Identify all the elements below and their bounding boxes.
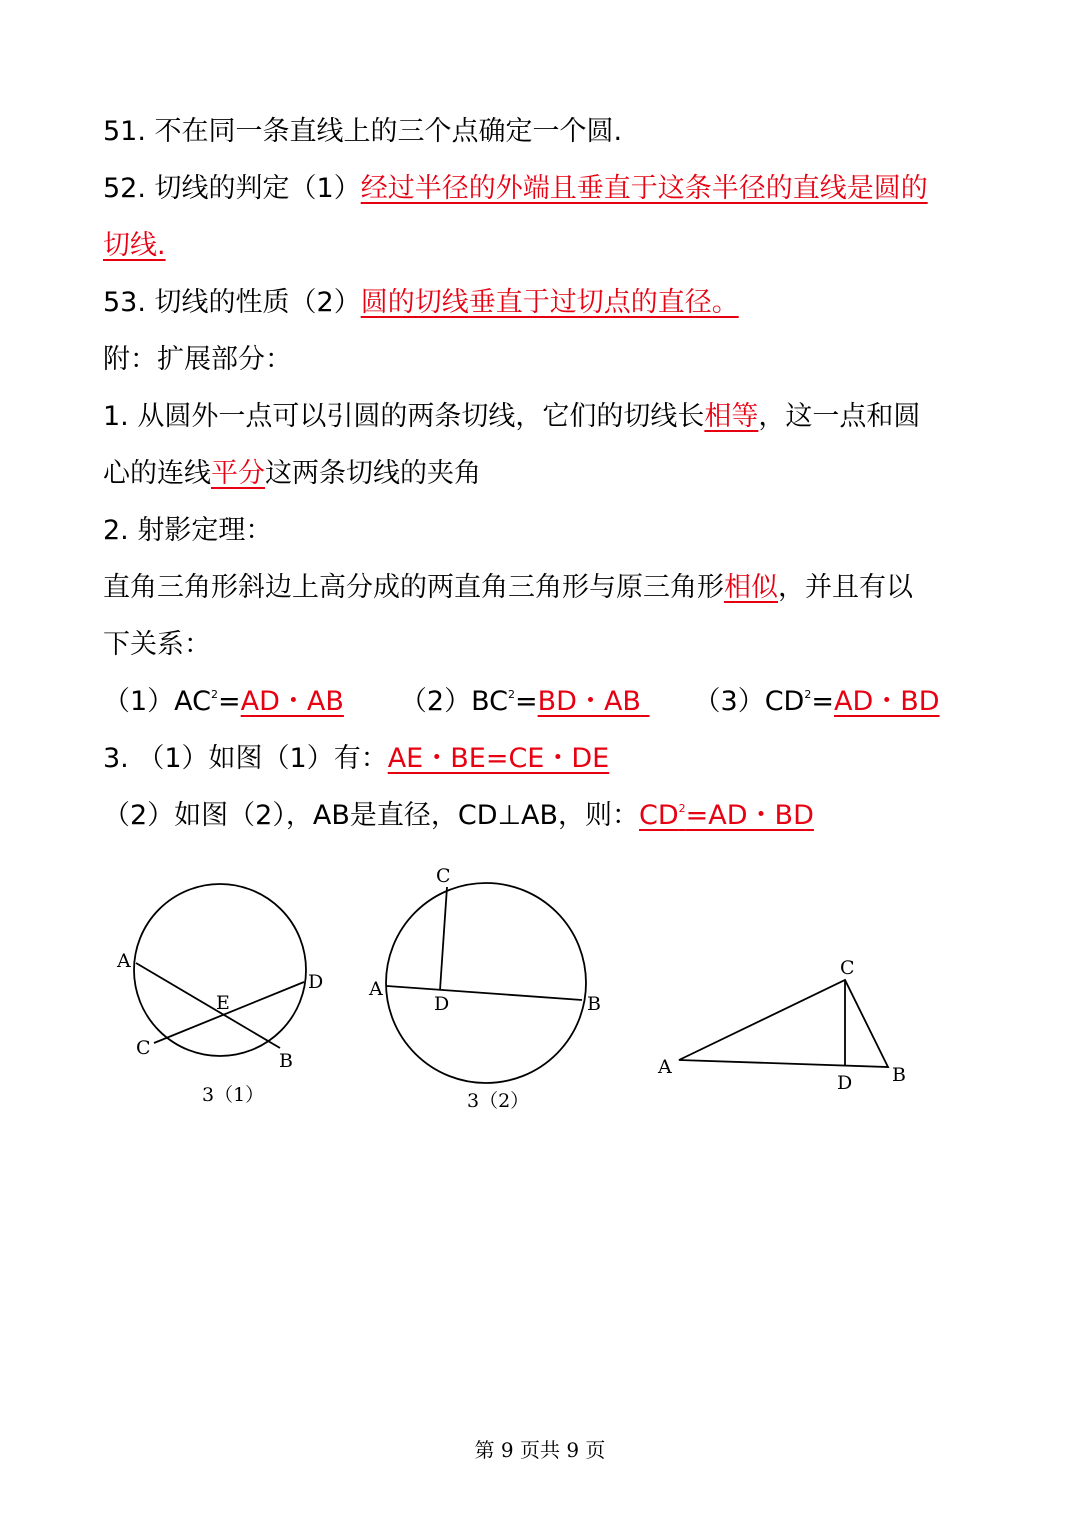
relation-2-answer: BD・AB (537, 686, 650, 717)
fig3-label-d: D (837, 1072, 853, 1094)
line-52-answer-b: 切线. (103, 230, 166, 261)
line-52-cont (103, 226, 166, 266)
line-53-answer: 圆的切线垂直于过切点的直径。 (360, 287, 739, 318)
fig2-label-c: C (436, 865, 451, 887)
fig1-label-d: D (308, 971, 324, 993)
point-1-line-b (103, 454, 481, 494)
point-1-line-a (103, 397, 920, 437)
appendix-heading (103, 340, 292, 380)
relation-1-eq: = (218, 686, 241, 717)
point-3-line-b (103, 796, 814, 836)
geometry-figures (0, 840, 1080, 1140)
fig2-segment-cd (440, 887, 447, 990)
point-3-text-b: （2）如图（2），AB是直径，CD⊥AB，则： (103, 800, 640, 831)
page-footer: 第 9 页共 9 页 (474, 1438, 606, 1462)
fig2-circle (386, 883, 586, 1083)
relation-2-label: （2）BC (399, 686, 509, 717)
fig3-label-b: B (892, 1064, 906, 1086)
fig1-chord-ab (136, 963, 280, 1048)
line-51 (103, 112, 622, 152)
fig2-label-b: B (587, 993, 601, 1015)
relation-1-label: （1）AC (103, 686, 212, 717)
relation-1-answer: AD・AB (240, 686, 344, 717)
relation-2-eq: = (515, 686, 538, 717)
line-52-answer-a: 经过半径的外端且垂直于这条半径的直线是圆的 (360, 173, 928, 204)
fig1-circle (134, 884, 306, 1056)
point-2-line-a (103, 568, 913, 608)
point-2-title (103, 511, 272, 551)
point-3-answer-b-sq: 2 (678, 802, 686, 815)
point-2-line-b (103, 625, 211, 665)
line-53-prefix: 53. 切线的性质（2） (103, 287, 361, 318)
relations-line (103, 682, 940, 722)
point-1-blank-2: 平分 (211, 458, 265, 489)
point-3-answer-b-part1: CD (639, 800, 679, 831)
fig1-label-a: A (117, 950, 131, 972)
point-1-text-a: 1. 从圆外一点可以引圆的两条切线，它们的切线长 (103, 401, 705, 432)
point-3-answer-a: AE・BE=CE・DE (387, 743, 610, 774)
point-1-text-d: 这两条切线的夹角 (265, 458, 481, 489)
point-1-blank-1: 相等 (704, 401, 759, 432)
line-52 (103, 169, 928, 209)
line-51-text: 51. 不在同一条直线上的三个点确定一个圆. (103, 116, 623, 147)
fig3-triangle-abc (679, 980, 888, 1067)
relation-2-sq: 2 (508, 688, 516, 701)
point-2-text-b: ，并且有以 (778, 572, 913, 603)
point-3-answer-b (639, 800, 814, 831)
fig2-label-a: A (369, 978, 383, 1000)
line-53 (103, 283, 739, 323)
fig2-label-d: D (434, 993, 450, 1015)
relation-3-eq: = (811, 686, 834, 717)
appendix-text: 附：扩展部分： (103, 344, 292, 375)
fig3-label-c: C (840, 957, 855, 979)
point-3-line-a (103, 739, 609, 779)
figure-3-2 (386, 883, 586, 1083)
figure-3-1 (134, 884, 306, 1056)
point-2-blank: 相似 (724, 572, 778, 603)
point-2-text-a: 直角三角形斜边上高分成的两直角三角形与原三角形 (103, 572, 724, 603)
point-3-answer-b-part2: =AD・BD (685, 800, 814, 831)
fig1-caption: 3（1） (202, 1084, 265, 1106)
relation-1-sq: 2 (211, 688, 219, 701)
fig1-label-b: B (279, 1050, 293, 1072)
relation-3-label: （3）CD (693, 686, 805, 717)
fig1-label-e: E (216, 992, 230, 1014)
relation-3-sq: 2 (804, 688, 812, 701)
fig2-caption: 3（2） (467, 1090, 530, 1112)
point-1-text-c: 心的连线 (103, 458, 211, 489)
fig2-diameter-ab (387, 986, 582, 1000)
line-52-prefix: 52. 切线的判定（1） (103, 173, 361, 204)
point-2-text-c: 下关系： (103, 629, 211, 660)
relation-3-answer: AD・BD (833, 686, 940, 717)
point-3-text-a: 3. （1）如图（1）有： (103, 743, 388, 774)
figure-triangle (679, 980, 888, 1067)
fig3-label-a: A (658, 1056, 672, 1078)
point-1-text-b: ，这一点和圆 (758, 401, 921, 432)
fig1-label-c: C (136, 1037, 151, 1059)
point-2-title-text: 2. 射影定理： (103, 515, 273, 546)
